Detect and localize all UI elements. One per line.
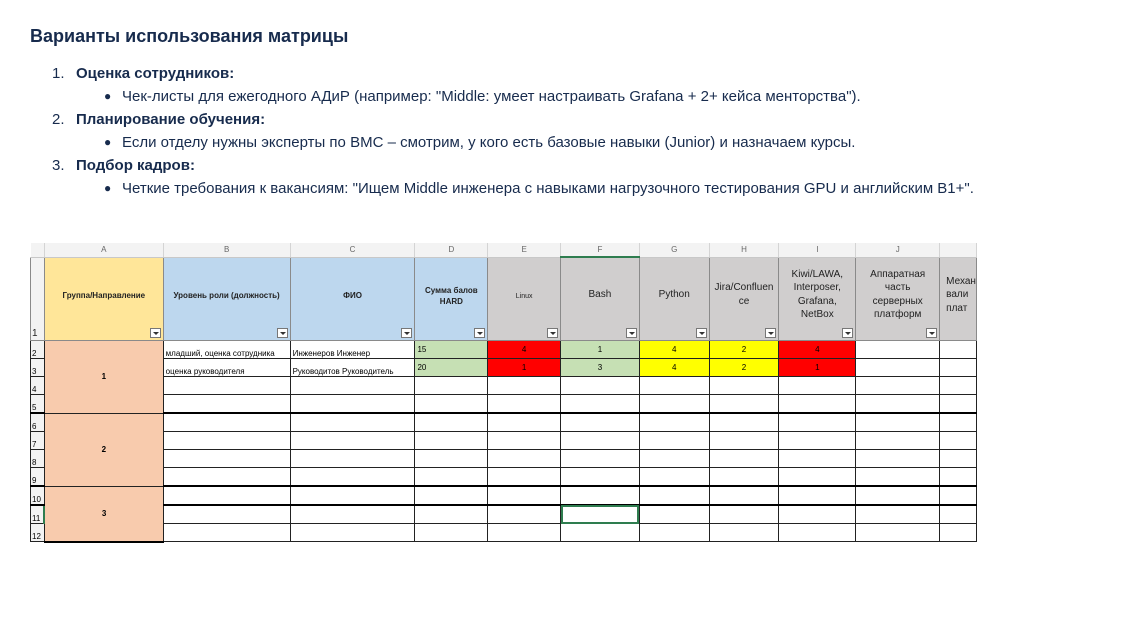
- column-letter[interactable]: F: [561, 243, 640, 257]
- cell[interactable]: [709, 377, 779, 395]
- cell[interactable]: [290, 486, 415, 505]
- cell[interactable]: [709, 413, 779, 432]
- cell[interactable]: [940, 524, 977, 542]
- cell[interactable]: [163, 395, 290, 414]
- cell[interactable]: [709, 486, 779, 505]
- spreadsheet-screenshot: [30, 243, 977, 541]
- table-row: [31, 413, 977, 432]
- row-number[interactable]: 8: [31, 450, 45, 468]
- filter-dropdown-icon[interactable]: [277, 328, 288, 338]
- bash-score-cell[interactable]: 3: [561, 359, 640, 377]
- cell[interactable]: [856, 377, 940, 395]
- fio-cell[interactable]: Руководитов Руководитель: [290, 359, 415, 377]
- use-case-detail: Четкие требования к вакансиям: "Ищем Middle инженера с навыками нагрузочного тестирования GPU и английским B1+".: [122, 180, 974, 197]
- kiwi-score-cell[interactable]: 1: [779, 359, 856, 377]
- row-number[interactable]: 5: [31, 395, 45, 414]
- jira-score-cell[interactable]: 2: [709, 359, 779, 377]
- cell[interactable]: [561, 468, 640, 487]
- use-case-detail: Если отделу нужны эксперты по BMC – смотрим, у кого есть базовые навыки (Junior) и назначаем курсы.: [122, 134, 856, 151]
- table-row: [31, 486, 977, 505]
- list-number: 1.: [52, 65, 65, 82]
- cell[interactable]: [940, 450, 977, 468]
- cell[interactable]: [779, 432, 856, 450]
- cell[interactable]: [561, 524, 640, 542]
- header-bash: Bash: [561, 257, 640, 341]
- bullet-icon: ●: [104, 89, 112, 103]
- column-letter[interactable]: J: [856, 243, 940, 257]
- cell[interactable]: [415, 413, 488, 432]
- fio-cell[interactable]: Инженеров Инженер: [290, 341, 415, 359]
- cell[interactable]: [779, 486, 856, 505]
- sum-cell[interactable]: 15: [415, 341, 488, 359]
- row-number[interactable]: 7: [31, 432, 45, 450]
- cell[interactable]: [940, 377, 977, 395]
- header-python: Python: [639, 257, 709, 341]
- header-group: Группа/Направление: [44, 257, 163, 341]
- cell[interactable]: [163, 505, 290, 524]
- bullet-icon: ●: [104, 135, 112, 149]
- cell[interactable]: [709, 505, 779, 524]
- group-cell[interactable]: 3: [44, 486, 163, 542]
- cell[interactable]: [709, 395, 779, 414]
- cell[interactable]: [639, 450, 709, 468]
- cell[interactable]: [561, 486, 640, 505]
- row-number[interactable]: 4: [31, 377, 45, 395]
- bullet-icon: ●: [104, 181, 112, 195]
- cell[interactable]: [940, 486, 977, 505]
- header-linux: Linux: [488, 257, 561, 341]
- cell[interactable]: [290, 468, 415, 487]
- cell[interactable]: [639, 524, 709, 542]
- jira-score-cell[interactable]: 2: [709, 341, 779, 359]
- cell[interactable]: [415, 395, 488, 414]
- cell[interactable]: [779, 377, 856, 395]
- cell[interactable]: [290, 450, 415, 468]
- table-row: [31, 468, 977, 487]
- level-cell[interactable]: оценка руководителя: [163, 359, 290, 377]
- cell[interactable]: [488, 450, 561, 468]
- column-letter[interactable]: I: [779, 243, 856, 257]
- cell[interactable]: [856, 524, 940, 542]
- cell[interactable]: [488, 524, 561, 542]
- cell[interactable]: [709, 450, 779, 468]
- cell[interactable]: [856, 486, 940, 505]
- cell[interactable]: [940, 413, 977, 432]
- cell[interactable]: [709, 524, 779, 542]
- cell[interactable]: [415, 377, 488, 395]
- cell[interactable]: [290, 524, 415, 542]
- cell[interactable]: [856, 395, 940, 414]
- filter-dropdown-icon[interactable]: [842, 328, 853, 338]
- corner-cell[interactable]: [31, 243, 45, 257]
- filter-dropdown-icon[interactable]: [474, 328, 485, 338]
- cell[interactable]: [940, 341, 977, 359]
- sum-cell[interactable]: 20: [415, 359, 488, 377]
- cell[interactable]: [779, 468, 856, 487]
- filter-dropdown-icon[interactable]: [926, 328, 937, 338]
- cell[interactable]: [163, 413, 290, 432]
- skills-matrix-table: [30, 243, 977, 543]
- cell[interactable]: [639, 395, 709, 414]
- cell[interactable]: [415, 468, 488, 487]
- header-hardware: Аппаратная часть серверных платформ: [856, 257, 940, 341]
- bash-score-cell[interactable]: 1: [561, 341, 640, 359]
- column-letter[interactable]: G: [639, 243, 709, 257]
- cell[interactable]: [856, 432, 940, 450]
- cell[interactable]: [415, 450, 488, 468]
- cell[interactable]: [779, 450, 856, 468]
- column-letter[interactable]: H: [709, 243, 779, 257]
- use-case-heading: Подбор кадров:: [76, 157, 195, 174]
- cell[interactable]: [639, 432, 709, 450]
- cell[interactable]: [163, 450, 290, 468]
- kiwi-score-cell[interactable]: 4: [779, 341, 856, 359]
- cell[interactable]: [488, 413, 561, 432]
- header-fio: ФИО: [290, 257, 415, 341]
- cell[interactable]: [561, 395, 640, 414]
- column-letter[interactable]: [940, 243, 977, 257]
- group-cell[interactable]: 2: [44, 413, 163, 486]
- row-number[interactable]: 6: [31, 413, 45, 432]
- table-row: [31, 524, 977, 542]
- cell[interactable]: [940, 468, 977, 487]
- cell[interactable]: [488, 468, 561, 487]
- cell[interactable]: [779, 413, 856, 432]
- cell[interactable]: [290, 505, 415, 524]
- cell[interactable]: [779, 524, 856, 542]
- level-cell[interactable]: младший, оценка сотрудника: [163, 341, 290, 359]
- header-sum: Сумма балов HARD: [415, 257, 488, 341]
- header-mech: Механ вали плат: [940, 257, 977, 341]
- filter-dropdown-icon[interactable]: [401, 328, 412, 338]
- cell[interactable]: [779, 505, 856, 524]
- cell[interactable]: [561, 413, 640, 432]
- cell[interactable]: [561, 432, 640, 450]
- cell[interactable]: [290, 395, 415, 414]
- list-number: 2.: [52, 111, 65, 128]
- cell[interactable]: [488, 486, 561, 505]
- cell[interactable]: [639, 486, 709, 505]
- cell[interactable]: [163, 524, 290, 542]
- cell[interactable]: [709, 432, 779, 450]
- row-number[interactable]: 10: [31, 486, 45, 505]
- row-number[interactable]: 3: [31, 359, 45, 377]
- cell[interactable]: [856, 450, 940, 468]
- column-letter[interactable]: E: [488, 243, 561, 257]
- cell[interactable]: [163, 377, 290, 395]
- cell[interactable]: [561, 450, 640, 468]
- cell[interactable]: [415, 432, 488, 450]
- cell[interactable]: [856, 505, 940, 524]
- table-row: [31, 432, 977, 450]
- cell[interactable]: [163, 486, 290, 505]
- cell[interactable]: [488, 377, 561, 395]
- row-number[interactable]: 12: [31, 524, 45, 542]
- cell[interactable]: [856, 341, 940, 359]
- table-row: [31, 359, 977, 377]
- python-score-cell[interactable]: 4: [639, 341, 709, 359]
- column-letter[interactable]: B: [163, 243, 290, 257]
- cell[interactable]: [488, 395, 561, 414]
- linux-score-cell[interactable]: 4: [488, 341, 561, 359]
- python-score-cell[interactable]: 4: [639, 359, 709, 377]
- column-letters-row: [31, 243, 977, 257]
- row-number[interactable]: 2: [31, 341, 45, 359]
- row-number[interactable]: 1: [31, 257, 45, 341]
- column-letter[interactable]: A: [44, 243, 163, 257]
- table-row: [31, 505, 977, 524]
- cell[interactable]: [163, 432, 290, 450]
- cell[interactable]: [940, 359, 977, 377]
- cell[interactable]: [415, 486, 488, 505]
- filter-dropdown-icon[interactable]: [765, 328, 776, 338]
- use-case-detail: Чек-листы для ежегодного АДиР (например: "Middle: умеет настраивать Grafana + 2+ кейса менторства").: [122, 88, 861, 105]
- cell[interactable]: [290, 377, 415, 395]
- row-number[interactable]: 11: [31, 505, 45, 524]
- header-level: Уровень роли (должность): [163, 257, 290, 341]
- cell[interactable]: [856, 359, 940, 377]
- filter-dropdown-icon[interactable]: [626, 328, 637, 338]
- cell[interactable]: [163, 468, 290, 487]
- cell[interactable]: [415, 524, 488, 542]
- cell[interactable]: [290, 432, 415, 450]
- list-number: 3.: [52, 157, 65, 174]
- cell[interactable]: [709, 468, 779, 487]
- table-row: [31, 341, 977, 359]
- group-cell[interactable]: 1: [44, 341, 163, 414]
- cell[interactable]: [639, 413, 709, 432]
- table-row: [31, 395, 977, 414]
- table-row: [31, 377, 977, 395]
- header-kiwi: Kiwi/LAWA, Interposer, Grafana, NetBox: [779, 257, 856, 341]
- page-title: Варианты использования матрицы: [30, 26, 349, 46]
- use-case-heading: Планирование обучения:: [76, 111, 266, 128]
- cell[interactable]: [639, 505, 709, 524]
- cell[interactable]: [856, 413, 940, 432]
- cell[interactable]: [561, 377, 640, 395]
- filter-dropdown-icon[interactable]: [150, 328, 161, 338]
- cell[interactable]: [940, 432, 977, 450]
- cell[interactable]: [415, 505, 488, 524]
- filter-dropdown-icon[interactable]: [696, 328, 707, 338]
- table-row: [31, 450, 977, 468]
- filter-dropdown-icon[interactable]: [547, 328, 558, 338]
- cell[interactable]: [940, 505, 977, 524]
- linux-score-cell[interactable]: 1: [488, 359, 561, 377]
- cell[interactable]: [856, 468, 940, 487]
- header-jira: Jira/Confluence: [709, 257, 779, 341]
- column-letter[interactable]: C: [290, 243, 415, 257]
- use-case-heading: Оценка сотрудников:: [76, 65, 235, 82]
- cell[interactable]: [639, 468, 709, 487]
- cell[interactable]: [940, 395, 977, 414]
- cell[interactable]: [488, 432, 561, 450]
- cell[interactable]: [290, 413, 415, 432]
- cell[interactable]: [488, 505, 561, 524]
- row-number[interactable]: 9: [31, 468, 45, 487]
- header-row: [31, 257, 977, 341]
- column-letter[interactable]: D: [415, 243, 488, 257]
- cell[interactable]: [639, 377, 709, 395]
- selected-cell[interactable]: [561, 505, 640, 524]
- cell[interactable]: [779, 395, 856, 414]
